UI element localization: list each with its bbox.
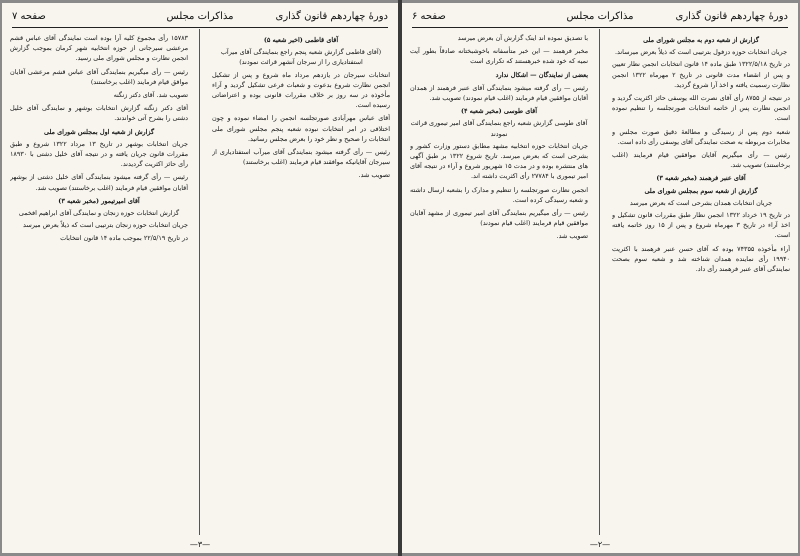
paragraph: در تاریخ ۲۲/۵/۱۹ بموجب ماده ۱۴ قانون انتخابات xyxy=(60,234,188,243)
paragraph: رئیس — رأی میگیریم بنمایندگی آقای امیر تیموری از مشهد آقایان موافقین قیام فرمایند (اغلب قیام نمودند) xyxy=(410,209,588,228)
paragraph: رئیس — رأی میگیریم بنمایندگی آقای عباس قشم مرعشی آقایان موافق قیام فرمایند (اغلب برخاستند) xyxy=(10,67,188,86)
column-right xyxy=(612,33,790,533)
paragraph: رئیس — رأی گرفته میشود بنمایندگی آقای عنبر فرهمند از همدان آقایان موافقین قیام فرمایند (اغلب قیام نمودند) تصویب شد. xyxy=(410,83,588,103)
page-header xyxy=(412,9,788,27)
paragraph: انجمن نظارت صورتجلسه را تنظیم و مدارک را بشعبه ارسال داشته و شعبه رسیدگی کرده است. xyxy=(410,185,588,204)
column-left xyxy=(410,33,588,533)
paragraph: تصویب شد. xyxy=(358,171,390,180)
paragraph: در تاریخ ۱۹ خرداد ۱۳۲۲ انجمن نظار طبق مقررات قانون تشکیل و اخذ آراء در تاریخ ۳ مهرماه شروع و پس از ۱۵ روز خاتمه یافته است. xyxy=(612,211,790,240)
header-center: مذاکرات مجلس xyxy=(166,11,234,22)
page-header xyxy=(12,9,388,27)
paragraph: گزارش از شعبه دوم به مجلس شورای ملی xyxy=(643,36,759,44)
paragraph: بعضی از نمایندگان — اشکال ندارد xyxy=(495,70,588,79)
paragraph: گزارش انتخابات حوزه زنجان و نمایندگی آقای ابراهیم افخمی xyxy=(18,209,180,218)
paragraph: رئیس — رأی گرفته میشود بنمایندگی آقای میرآب استفتادیاری از سیرجان آقایانیکه موافقند قیام فرمایند (اغلب برخاستند) xyxy=(212,148,390,167)
paragraph: گزارش از شعبه اول بمجلس شورای ملی xyxy=(44,127,154,136)
paragraph: آقای قاطمی (اخبر شعبه ۵) xyxy=(263,36,339,44)
paragraph: در نتیجه از ۸۷۵۵ رأی آقای نصرت الله یوسفی حائز اکثریت گردید و انجمن نظارت پس از خاتمه انتخابات صورتجلسه را تنظیم نموده است. xyxy=(612,94,790,123)
paragraph: آراء مأخوذه ۷۴۳۵۵ بوده که آقای حسن عنبر فرهمند با اکثریت ۱۹۹۴۰ رأی نماینده همدان شناخته شد و شعبه سوم بصحت نمایندگی آقای عنبر فرهمند رأی داد. xyxy=(612,244,790,274)
paragraph: آقای دکتر زنگنه گزارش انتخابات بوشهر و نمایندگی آقای خلیل دشتی را بشرح آتی خواندند. xyxy=(10,104,188,123)
paragraph: جریان انتخابات حوزه انتخابیه مشهد مطابق دستور وزارت کشور و بشرحی است که بعرض میرسد. تاریخ شروع ۱۳۲۲ بر طبق آگهی های منتشره بوده و در مدت ۱۵ شهریور شروع و آراء در نتیجه آقای امیر تیموری با ۲۷۷۸۴ رأی اکثریت داشته اند. xyxy=(410,141,588,181)
column-separator xyxy=(599,29,600,535)
header-center: مذاکرات مجلس xyxy=(566,11,634,22)
page-footer: —۲— xyxy=(589,540,611,549)
paragraph: آقای امیرتیمور (مخبر شعبه ۳) xyxy=(58,196,140,205)
header-page-number: صفحه ۷ xyxy=(12,11,46,22)
header-title: دورهٔ چهاردهم قانون گذاری xyxy=(675,11,788,22)
page-left xyxy=(2,3,398,553)
column-separator xyxy=(199,29,200,535)
paragraph: جریان انتخابات حوزه زنجان بترتیبی است که ذیلاً بعرض میرسد xyxy=(23,221,188,230)
paragraph: آقای عنبر فرهمند (مخبر شعبه ۳) xyxy=(656,174,746,183)
paragraph: آقای عباس مهرآبادی صورتجلسه انجمن را امضاء نموده و چون اختلافی در امر انتخابات نبوده شعبه پنجم مجلس شورای ملی انتخابات را صحیح و نظر خود را بعرض مجلس رسانید. xyxy=(212,114,390,143)
paragraph: گزارش از شعبه سوم بمجلس شورای ملی xyxy=(644,186,758,195)
header-rule xyxy=(12,27,388,28)
paragraph: ۱۵۷۸۳ رأی مجموع کلیه آرا بوده است نمایندگی آقای عباس قشم مرعشی سیرجانی از حوزه انتخابیه شهر کرمان بموجب گزارش انجمن نظارت و مجلس شورای ملی رسید. xyxy=(10,34,188,63)
header-title: دورهٔ چهاردهم قانون گذاری xyxy=(275,11,388,22)
header-rule xyxy=(412,27,788,28)
paragraph: شعبه دوم پس از رسیدگی و مطالعهٔ دقیق صورت مجلس و مخابرات مربوطه به صحت نمایندگی آقای یوسفی رأی داده است. xyxy=(612,127,790,146)
paragraph: رئیس — رأی گرفته میشود بنمایندگی آقای خلیل دشتی از بوشهر آقایان موافقین قیام فرمایند (اغلب برخاستند) تصویب شد. xyxy=(10,173,188,192)
paragraph: مخبر فرهمند — این خبر متأسفانه باخوشبختانه صادقاً بطور آیت نمیه که خود شده خبرهستند که تکراری است xyxy=(410,47,588,66)
paragraph: تصویب شد. آقای دکتر زنگنه xyxy=(113,91,188,100)
paragraph: جریان انتخابات حوزه دزفول بترتیبی است که ذیلاً بعرض میرساند. xyxy=(614,48,788,57)
header-page-number: صفحه ۶ xyxy=(412,11,446,22)
page-footer: —۳— xyxy=(189,540,211,549)
paragraph: رئیس — رأی میگیریم آقایان موافقین قیام فرمایند (اغلب برخاستند) تصویب شد. xyxy=(612,151,790,170)
paragraph: آقای طوسی (مخبر شعبه ۴) xyxy=(460,107,538,116)
paragraph: با تصدیق نموده اند اینک گزارش آن بعرض میرسد xyxy=(457,34,588,42)
page-right xyxy=(402,3,798,553)
paragraph: آقای طوسی گزارش شعبه راجع بنمایندگی آقای امیر تیموری قرائت نمودند xyxy=(410,119,588,138)
paragraph: جریان انتخابات بوشهر در تاریخ ۱۳ مرداد ۱۳۲۲ شروع و طبق مقررات قانون جریان یافته و در نتیجه آقای خلیل دشتی با ۱۸۹۳۰ رأی حائز اکثریت گردیدند. xyxy=(10,139,188,169)
column-right xyxy=(212,33,390,533)
paragraph: (آقای قاطمی گزارش شعبه پنجم راجع بنمایندگی آقای میرآب استفتادیاری را از سرجان آنشهر قرائت نمودند) xyxy=(220,48,382,67)
paragraph: انتخابات سیرجان در یازدهم مرداد ماه شروع و پس از تشکیل انجمن نظارت شروع بدعوت و شعبات فرعی تشکیل گردید و آراء مأخوذه در سه روز بر خلاف مقررات قانونی بوده و اعتراضاتی رسیده است. xyxy=(212,70,390,110)
paragraph: جریان انتخابات همدان بشرحی است که بعرض میرسد xyxy=(629,198,773,207)
paragraph: در تاریخ ۱۳۲۲/۵/۱۸ طبق ماده ۱۴ قانون انتخابات انجمن نظار تعیین و پس از انقضاء مدت قانونی در تاریخ ۲ مهرماه ۱۳۲۲ انجمن نظارت رسمیت یافته و اخذ آرا شروع گردید. xyxy=(612,60,790,89)
paragraph: تصویب شد. xyxy=(556,232,588,241)
column-left xyxy=(10,33,188,533)
